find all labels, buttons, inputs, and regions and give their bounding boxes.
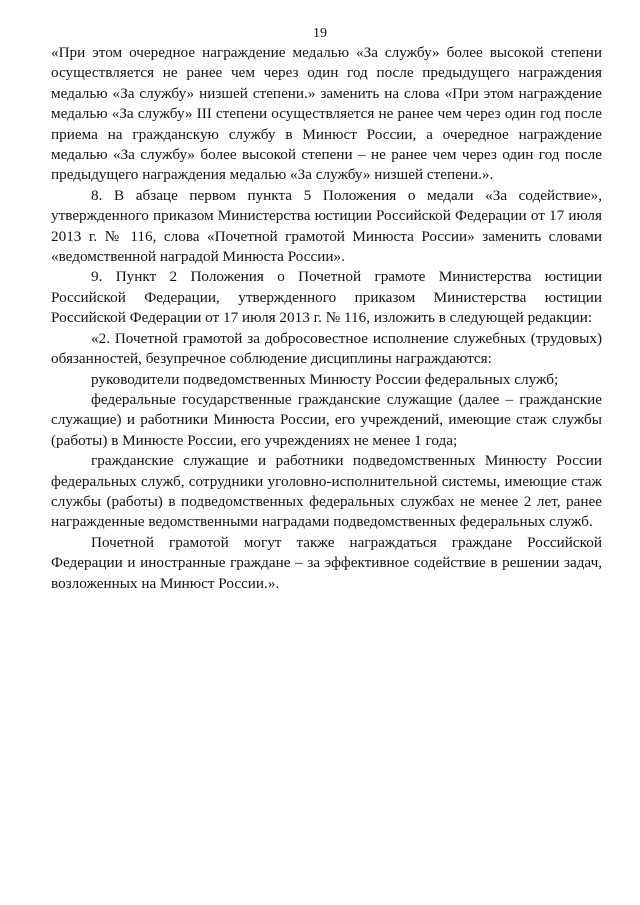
paragraph-list-civil-servants: федеральные государственные гражданские служащие (далее – гражданские служащие) и работники Минюста России, его учреждений, имеющие стаж службы (работы) в Минюсте России, его учреждениях не менее 1 года; [51,390,602,449]
page-number: 19 [313,26,327,41]
paragraph-item-8: 8. В абзаце первом пункта 5 Положения о медали «За содействие», утвержденного приказом Министерства юстиции Российской Федерации от 17 июля 2013 г. № 116, слова «Почетной грамотой Минюста России» заменить словами «ведомственной наградой Минюста России». [51,186,602,266]
paragraph-item-9: 9. Пункт 2 Положения о Почетной грамоте Министерства юстиции Российской Федерации, утвержденного приказом Министерства юстиции Российской Федерации от 17 июля 2013 г. № 116, изложить в следующей редакции: [51,268,602,327]
paragraph-citizens: Почетной грамотой могут также награждаться граждане Российской Федерации и иностранные граждане – за эффективное содействие в решении задач, возложенных на Минюст России.». [51,533,602,592]
paragraph-list-heads: руководители подведомственных Минюсту России федеральных служб; [91,370,559,388]
paragraph-clause-2-intro: «2. Почетной грамотой за добросовестное исполнение служебных (трудовых) обязанностей, безупречное соблюдение дисциплины награждаются: [51,329,602,368]
paragraph-medal-service-replacement: «При этом очередное награждение медалью «За службу» более высокой степени осуществляется не ранее чем через один год после предыдущего награждения медалью «За службу» низшей степени.» заменить на слова «При этом награждение медалью «За службу» III степени осуществляется не ранее чем через один год после приема на гражданскую службу в Минюст России, а очередное награждение медалью «За службу» более высокой степени – не ранее чем через один год после предыдущего награждения медалью «За службу» низшей степени.». [51,44,602,184]
document-body [51,43,602,594]
paragraph-list-subordinate-services: гражданские служащие и работники подведомственных Минюсту России федеральных служб, сотрудники уголовно-исполнительной системы, имеющие стаж службы (работы) в подведомственных федеральных службах не менее 2 лет, ранее награжденные ведомственными наградами подведомственных федеральных служб. [51,452,602,531]
